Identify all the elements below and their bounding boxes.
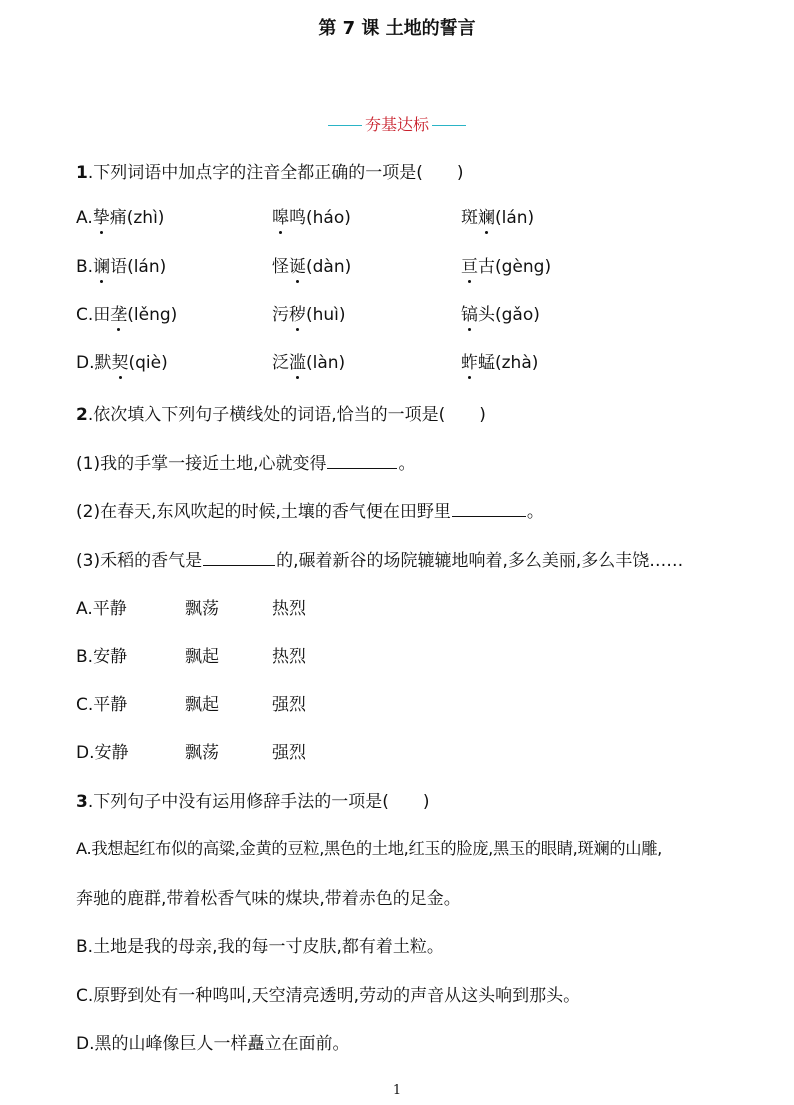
q3-option-a-line-2: 奔驰的鹿群,带着松香气味的煤块,带着赤色的足金。 [76, 889, 461, 909]
q1-option-c-3: 镐头(gǎo) [461, 305, 540, 325]
q1-option-d-2: 泛滥(làn) [272, 353, 346, 373]
question-2 [76, 400, 486, 425]
q3-option-d: D.黑的山峰像巨人一样矗立在面前。 [76, 1034, 350, 1054]
q2-option-c-2: 飘起 [185, 695, 219, 715]
dotted-char: 滥 [289, 353, 306, 373]
heading-rule-right [432, 125, 466, 126]
dotted-char: 挚 [92, 208, 110, 228]
q1-option-b-2: 怪诞(dàn) [272, 257, 352, 277]
question-3 [76, 787, 430, 812]
question-2-text: .依次填入下列句子横线处的词语,恰当的一项是( ) [87, 405, 486, 425]
q1-option-a-1: A.挚痛(zhì) [76, 208, 165, 228]
dotted-char: 秽 [289, 305, 306, 325]
question-3-text: .下列句子中没有运用修辞手法的一项是( ) [87, 792, 430, 812]
question-3-number: 3 [76, 792, 88, 812]
q3-option-b: B.土地是我的母亲,我的每一寸皮肤,都有着土粒。 [76, 937, 444, 957]
q2-sentence-2: (2)在春天,东风吹起的时候,土壤的香气便在田野里 。 [76, 502, 544, 522]
q1-option-b-3: 亘古(gèng) [461, 257, 552, 277]
dotted-char: 蚱 [461, 353, 478, 373]
q2-option-b-3: 热烈 [272, 647, 306, 667]
q1-option-c-2: 污秽(huì) [272, 305, 346, 325]
dotted-char: 镐 [461, 305, 478, 325]
q3-option-c: C.原野到处有一种鸣叫,天空清亮透明,劳动的声音从这头响到那头。 [76, 986, 581, 1006]
dotted-char: 斓 [478, 208, 495, 228]
q2-option-a-3: 热烈 [272, 599, 306, 619]
q2-option-d-1: D.安静 [76, 743, 129, 763]
heading-rule-left [328, 125, 362, 126]
q2-option-a-1: A.平静 [76, 599, 127, 619]
q2-sentence-3: (3)禾稻的香气是 的,碾着新谷的场院辘辘地响着,多么美丽,多么丰饶…… [76, 551, 684, 571]
q1-option-c-1: C.田垄(lěng) [76, 305, 178, 325]
dotted-char: 谰 [93, 257, 111, 277]
q2-option-c-1: C.平静 [76, 695, 128, 715]
dotted-char: 嗥 [272, 208, 289, 228]
q2-option-d-2: 飘荡 [185, 743, 219, 763]
dotted-char: 垄 [110, 305, 128, 325]
question-1-text: .下列词语中加点字的注音全都正确的一项是( ) [87, 163, 464, 183]
q2-option-b-2: 飘起 [185, 647, 219, 667]
q3-option-a-line-1: A.我想起红布似的高粱,金黄的豆粒,黑色的土地,红玉的脸庞,黑玉的眼睛,斑斓的山雕, [76, 839, 662, 858]
dotted-char: 契 [111, 353, 129, 373]
question-1 [76, 158, 464, 183]
q2-option-b-1: B.安静 [76, 647, 128, 667]
blank-line [452, 502, 526, 517]
q1-option-a-2: 嗥鸣(háo) [272, 208, 351, 228]
q2-sentence-1: (1)我的手掌一接近土地,心就变得 。 [76, 454, 416, 474]
page-title: 第 7 课 土地的誓言 [318, 18, 476, 39]
dotted-char: 亘 [461, 257, 478, 277]
q1-option-d-3: 蚱蜢(zhà) [461, 353, 539, 373]
q1-option-a-3: 斑斓(lán) [461, 208, 535, 228]
q1-option-b-1: B.谰语(lán) [76, 257, 167, 277]
q2-option-d-3: 强烈 [272, 743, 306, 763]
q2-option-c-3: 强烈 [272, 695, 306, 715]
blank-line [327, 454, 397, 469]
page-number: 1 [392, 1083, 402, 1098]
q1-option-d-1: D.默契(qiè) [76, 353, 168, 373]
q2-option-a-2: 飘荡 [185, 599, 219, 619]
dotted-char: 诞 [289, 257, 306, 277]
section-heading-text: 夯基达标 [364, 115, 429, 134]
section-heading [0, 112, 794, 135]
question-2-number: 2 [76, 405, 88, 425]
question-1-number: 1 [76, 163, 88, 183]
blank-line [203, 551, 275, 566]
